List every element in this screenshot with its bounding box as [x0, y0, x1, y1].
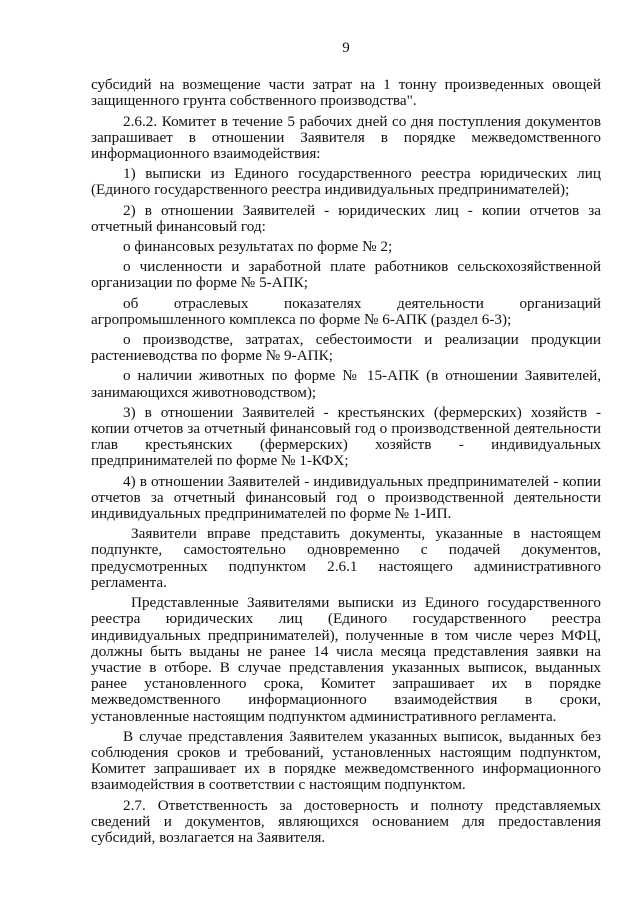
sub-item-form-15-apk: о наличии животных по форме № 15-АПК (в отношении Заявителей, занимающихся животноводством);	[91, 367, 601, 401]
document-page	[91, 40, 601, 850]
sub-item-form-6-apk: об отраслевых показателях деятельности организаций агропромышленного комплекса по форме № 6-АПК (раздел 6-3);	[91, 294, 601, 328]
sub-item-form-9-apk: о производстве, затратах, себестоимости и реализации продукции растениеводства по форме № 9-АПК;	[91, 331, 601, 365]
sub-item-form-2: о финансовых результатах по форме № 2;	[123, 238, 393, 256]
list-item-1-extracts: 1) выписки из Единого государственного реестра юридических лиц (Единого государственного реестра индивидуальных предпринимателей);	[91, 165, 601, 199]
paragraph-2-7-responsibility: 2.7. Ответственность за достоверность и полноту представляемых сведений и документов, являющихся основанием для предоставления субсидий, возлагается на Заявителя.	[91, 796, 601, 846]
paragraph-extracts-requests: В случае представления Заявителем указанных выписок, выданных без соблюдения сроков и требований, установленных настоящим подпунктом, Комитет запрашивает их в порядке межведомственного информационного взаимодействия в соответствии с настоящим подпунктом.	[91, 727, 601, 794]
paragraph-2-6-2: 2.6.2. Комитет в течение 5 рабочих дней со дня поступления документов запрашивает в отношении Заявителя в порядке межведомственного информационного взаимодействия:	[91, 112, 601, 163]
sub-item-form-5-apk: о численности и заработной плате работников сельскохозяйственной организации по форме № 5-АПК;	[91, 258, 601, 292]
list-item-3-farms: 3) в отношении Заявителей - крестьянских (фермерских) хозяйств - копии отчетов за отчетный финансовый год о производственной деятельности глав крестьянских (фермерских) хозяйств - индивидуальных предпринимателей по форме № 1-КФХ;	[91, 403, 601, 470]
list-item-4-entrepreneurs: 4) в отношении Заявителей - индивидуальных предпринимателей - копии отчетов за отчетный финансовый год о производственной деятельности индивидуальных предпринимателей по форме № 1-ИП.	[91, 472, 601, 523]
page-number: 9	[342, 40, 350, 56]
paragraph-subsidy-continuation: субсидий на возмещение части затрат на 1 тонну произведенных овощей защищенного грунта собственного производства".	[91, 76, 601, 110]
list-item-2-legal-entities: 2) в отношении Заявителей - юридических лиц - копии отчетов за отчетный финансовый год:	[91, 201, 601, 235]
paragraph-extracts-validity: Представленные Заявителями выписки из Единого государственного реестра юридических лиц (Единого государственного реестра индивидуальных предпринимателей), полученные в том числе через МФЦ, должны быть выданы не ранее 14 числа месяца представления заявки на участие в отборе. В случае представления указанных выписок, выданных ранее установленного срока, Комитет запрашивает их в порядке межведомственного информационного взаимодействия в сроки, установленные настоящим подпунктом административного регламента.	[91, 594, 601, 725]
paragraph-applicants-right: Заявители вправе представить документы, указанные в настоящем подпункте, самостоятельно одновременно с подачей документов, предусмотренных подпунктом 2.6.1 настоящего административного регламента.	[91, 525, 601, 591]
